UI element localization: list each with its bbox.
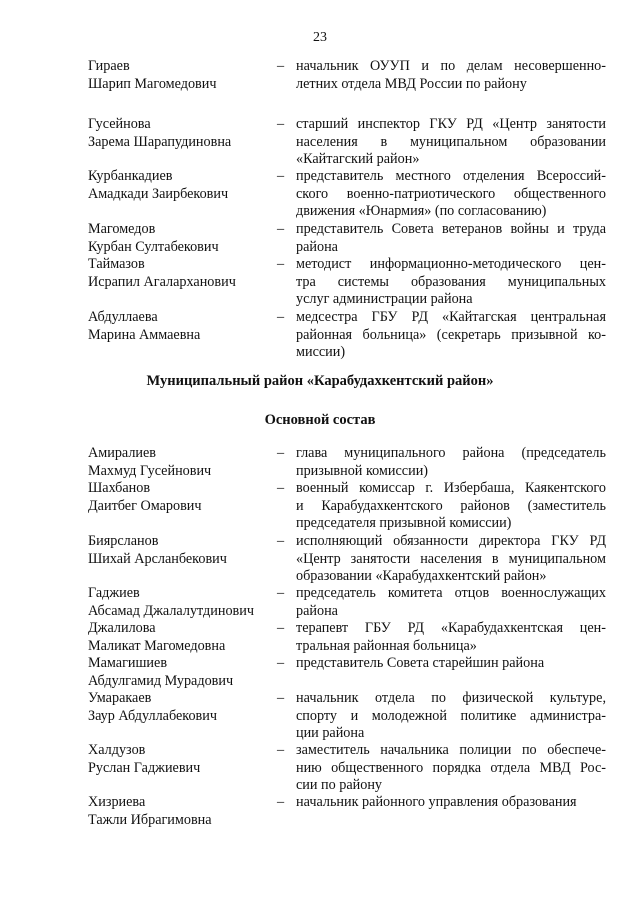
- member-name: [88, 480, 268, 515]
- member-role: [296, 168, 606, 221]
- member-role: [296, 620, 606, 655]
- member-surname: Абдуллаева: [88, 309, 158, 325]
- member-name: [88, 116, 268, 151]
- member-name: [88, 742, 268, 777]
- member-role-line: председатель комитета отцов военнослужащих: [296, 585, 606, 601]
- dash-separator: –: [277, 116, 285, 132]
- member-role-line: спорту и молодежной политике администра-: [296, 707, 606, 724]
- member-role-line: представитель Совета ветеранов войны и труда: [296, 221, 606, 237]
- member-role-line: ции района: [296, 725, 365, 742]
- dash-separator: –: [277, 690, 285, 706]
- member-role: [296, 794, 606, 812]
- member-surname: Магомедов: [88, 221, 156, 237]
- member-surname: Гусейнова: [88, 116, 151, 132]
- member-role: [296, 690, 606, 743]
- member-name: [88, 309, 268, 344]
- dash-separator: –: [277, 585, 285, 601]
- dash-separator: –: [277, 221, 285, 237]
- member-role-line: призывной комиссии): [296, 462, 429, 479]
- dash-separator: –: [277, 794, 285, 810]
- member-name: [88, 585, 268, 620]
- member-given-names: Амадкади Заирбекович: [88, 185, 229, 202]
- member-surname: Гаджиев: [88, 585, 140, 601]
- member-given-names: Заур Абдуллабекович: [88, 707, 217, 724]
- dash-separator: –: [277, 58, 285, 74]
- member-name: [88, 655, 268, 690]
- member-given-names: Исрапил Агаларханович: [88, 273, 236, 290]
- member-given-names: Маликат Магомедовна: [88, 637, 226, 654]
- member-given-names: Зарема Шарапудиновна: [88, 133, 232, 150]
- member-role-line: «Центр занятости населения в муниципальном: [296, 550, 606, 567]
- member-role-line: начальник ОУУП и по делам несовершенно-: [296, 58, 606, 74]
- member-role-line: районная больница» (секретарь призывной ко-: [296, 326, 606, 343]
- member-role: [296, 533, 606, 586]
- member-given-names: Руслан Гаджиевич: [88, 759, 201, 776]
- member-given-names: Шихай Арсланбекович: [88, 550, 227, 567]
- member-given-names: Даитбег Омарович: [88, 497, 202, 514]
- member-role-line: военный комиссар г. Избербаша, Каякентского: [296, 480, 606, 496]
- member-surname: Мамагишиев: [88, 655, 168, 671]
- member-role-line: миссии): [296, 344, 346, 361]
- dash-separator: –: [277, 655, 285, 671]
- member-role-line: терапевт ГБУ РД «Карабудахкентская цен-: [296, 620, 606, 636]
- member-name: [88, 533, 268, 568]
- member-role-line: медсестра ГБУ РД «Кайтагская центральная: [296, 309, 606, 325]
- member-name: [88, 58, 268, 93]
- member-role-line: движения «Юнармия» (по согласованию): [296, 203, 547, 220]
- member-role-line: и Карабудахкентского районов (заместитель: [296, 497, 606, 514]
- member-role-line: начальник отдела по физической культуре,: [296, 690, 606, 706]
- member-role-line: методист информационно-методического цен-: [296, 256, 606, 272]
- member-role-line: населения в муниципальном образовании: [296, 133, 606, 150]
- dash-separator: –: [277, 309, 285, 325]
- member-surname: Джалилова: [88, 620, 156, 636]
- dash-separator: –: [277, 620, 285, 636]
- member-surname: Курбанкадиев: [88, 168, 173, 184]
- member-role-line: глава муниципального района (председатель: [296, 445, 606, 461]
- member-name: [88, 690, 268, 725]
- member-given-names: Шарип Магомедович: [88, 75, 217, 92]
- dash-separator: –: [277, 742, 285, 758]
- member-role: [296, 256, 606, 309]
- member-given-names: Абдулгамид Мурадович: [88, 672, 234, 689]
- member-role-line: ского военно-патриотического общественного: [296, 185, 606, 202]
- member-role: [296, 480, 606, 533]
- member-given-names: Марина Аммаевна: [88, 326, 201, 343]
- member-role-line: представитель местного отделения Всероссий-: [296, 168, 606, 184]
- member-role-line: района: [296, 602, 338, 619]
- dash-separator: –: [277, 533, 285, 549]
- member-role-line: сии по району: [296, 777, 383, 794]
- member-role: [296, 655, 606, 673]
- member-role: [296, 309, 606, 362]
- member-given-names: Курбан Султабекович: [88, 238, 219, 255]
- member-role-line: района: [296, 238, 338, 255]
- member-surname: Умаракаев: [88, 690, 152, 706]
- member-surname: Шахбанов: [88, 480, 151, 496]
- member-name: [88, 445, 268, 480]
- dash-separator: –: [277, 168, 285, 184]
- member-role-line: председателя призывной комиссии): [296, 515, 512, 532]
- page-number: 23: [313, 30, 327, 45]
- member-surname: Халдузов: [88, 742, 146, 758]
- member-role-line: тра системы образования муниципальных: [296, 273, 606, 290]
- member-role: [296, 58, 606, 93]
- member-surname: Таймазов: [88, 256, 145, 272]
- member-role: [296, 742, 606, 795]
- member-name: [88, 168, 268, 203]
- member-given-names: Абсамад Джалалутдинович: [88, 602, 254, 619]
- member-name: [88, 620, 268, 655]
- section-title: Муниципальный район «Карабудахкентский район»: [146, 373, 494, 389]
- member-role-line: нию общественного порядка отдела МВД Рос-: [296, 759, 606, 776]
- dash-separator: –: [277, 445, 285, 461]
- member-surname: Биярсланов: [88, 533, 159, 549]
- member-name: [88, 221, 268, 256]
- member-role-line: исполняющий обязанности директора ГКУ РД: [296, 533, 606, 549]
- dash-separator: –: [277, 256, 285, 272]
- member-role-line: начальник районного управления образования: [296, 794, 577, 810]
- member-role-line: старший инспектор ГКУ РД «Центр занятости: [296, 116, 606, 132]
- member-role: [296, 221, 606, 256]
- dash-separator: –: [277, 480, 285, 496]
- member-given-names: Тажли Ибрагимовна: [88, 811, 212, 828]
- subsection-title: Основной состав: [264, 412, 376, 428]
- member-name: [88, 794, 268, 829]
- member-surname: Амиралиев: [88, 445, 157, 461]
- member-surname: Гираев: [88, 58, 130, 74]
- member-role-line: образовании «Карабудахкентский район»: [296, 568, 547, 585]
- member-role-line: услуг администрации района: [296, 291, 473, 308]
- member-role-line: тральная районная больница»: [296, 637, 477, 654]
- member-name: [88, 256, 268, 291]
- member-role: [296, 445, 606, 480]
- member-role-line: представитель Совета старейшин района: [296, 655, 545, 671]
- member-surname: Хизриева: [88, 794, 146, 810]
- member-role-line: летних отдела МВД России по району: [296, 75, 527, 92]
- member-role: [296, 585, 606, 620]
- member-role-line: «Кайтагский район»: [296, 151, 420, 168]
- member-given-names: Махмуд Гусейнович: [88, 462, 212, 479]
- member-role-line: заместитель начальника полиции по обеспече-: [296, 742, 606, 758]
- member-role: [296, 116, 606, 169]
